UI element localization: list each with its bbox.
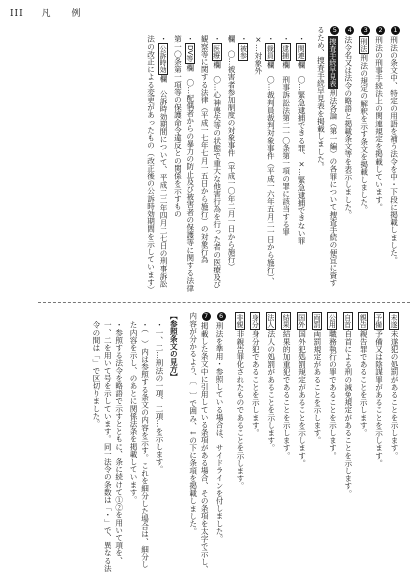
legend-item: [264, 312, 276, 574]
reference-text: （ ）内は参照する条文の内容を示す。これを細分した場合は、細分した内容を示し、のあとに関係法条を掲載しています。: [129, 321, 150, 569]
list-tag: 逮捕: [281, 44, 290, 59]
note-4-text: 法令名又は法令の略語と掲載条文等を表示しました。: [343, 36, 353, 219]
list-tag: 関連: [297, 44, 306, 59]
legend-tag: 両罰: [312, 314, 321, 328]
list-tag: 被参: [239, 44, 248, 59]
number-badge-5: 5: [330, 26, 339, 35]
section-divider: [38, 302, 410, 303]
note-6-text: 刑法を準用・参照している場合は、サイドラインを付しました。: [215, 322, 225, 543]
legend-tag: 予備: [374, 314, 383, 328]
section-title-reference: 【参照条文の見方】: [169, 312, 179, 381]
note-5-text: 刑法各論（第一編）の各罪について捜査手続の便宜に資するため、捜査手続早見表を掲載しました。: [316, 26, 338, 287]
list-tag: 裁員: [266, 44, 275, 59]
list-item: ・公訴時効欄 公訴時効期間について、平成二二年四月二七日の刑事訴訟法の改正による変更があったもの（改正後の公訴時効期間を示しています）: [146, 35, 168, 294]
list-item: ・逮捕欄 刑事訴訟法第二一〇条第一項の罪に該当する罪: [281, 35, 291, 236]
bottom-section: [12, 312, 400, 574]
list-text: 欄 刑事訴訟法第二一〇条第一項の罪に該当する罪: [281, 60, 291, 236]
legend-tag: 自首: [343, 314, 352, 328]
legend-text: 予備又は陰謀罪があることを示します。: [374, 330, 384, 467]
legend-tag: 公用: [328, 314, 337, 328]
legend-tag: 結果: [282, 314, 291, 328]
legend-item: [280, 312, 292, 574]
legend-text: 自首による刑の減免規定があることを示します。: [343, 330, 353, 498]
reference-text: 参照する法令を略語で示すとともに、条に続けて①②を用いて項を、一、二を用いて号を示しています。同一法令の条数は「・」で、異なる法令の間は「」で区切りました。: [91, 321, 124, 572]
reference-item: ・参照する法令を略語で示すとともに、条に続けて①②を用いて項を、一、二を用いて号を示しています。同一法令の条数は「・」で、異なる法令の間は「」で区切りました。: [91, 321, 124, 572]
legend-text: 両罰規定があることを示します。: [312, 330, 322, 444]
legend-tag: 親告: [359, 314, 368, 328]
legend-item: [357, 312, 369, 574]
note-3-text: 刑法の規定の解釈を示す条文を掲載しました。: [359, 54, 369, 214]
reference-item: ・（ ）内は参照する条文の内容を示す。これを細分した場合は、細分した内容を示し、のあとに関係法条を掲載しています。: [129, 321, 150, 569]
tag-keiho: 刑法: [359, 38, 368, 52]
note-4: [342, 26, 354, 294]
list-tag: DV等: [185, 44, 194, 62]
list-text: 欄 〇…緊急逮捕できる罪、×…緊急逮捕できない罪: [297, 60, 307, 245]
tag-sousa-hayamihyo: 捜査手続早見表: [328, 38, 337, 87]
note-3: [357, 26, 370, 294]
legend-text: 親告罪であることを示します。: [359, 330, 369, 437]
page-header: [10, 6, 101, 19]
legend-item: [311, 312, 323, 574]
legend-text: 非親告罪化されたものであることを示します。: [235, 330, 245, 490]
list-text: 欄 〇…裁判員裁判対象事件（平成一六年五月二一日から施行）、×…対象外: [253, 35, 276, 285]
note-1: [388, 26, 400, 294]
legend-item: [388, 312, 400, 574]
legend-text: 結果的加重犯であることを示します。: [282, 330, 292, 460]
top-section: [12, 26, 400, 294]
note-2: [373, 26, 385, 294]
note-6: [214, 312, 226, 574]
legend-tag: 国外: [297, 314, 306, 328]
legend-text: 法人の処罰があることを示します。: [266, 330, 276, 452]
number-badge-2: 2: [376, 26, 385, 35]
legend-tag: 身分: [251, 314, 260, 328]
number-badge-1: 1: [391, 26, 400, 35]
legend-item: [234, 312, 246, 574]
list-tag: 医療: [212, 44, 221, 59]
page-title: 凡 例: [41, 9, 87, 19]
list-text: 欄 〇…被害者参加制度の対象事件（平成一〇年二月一日から施行）: [227, 35, 237, 271]
note-7: [187, 312, 210, 574]
number-badge-7: 7: [202, 312, 211, 321]
number-badge-3: 3: [361, 26, 370, 35]
legend-item: [372, 312, 384, 574]
list-item: ・DV等欄 〇…配偶者からの暴力の防止及び被害者の保護等に関する法律第一〇条第一項等の保護命令違反との関係を示すもの: [173, 35, 195, 292]
list-item: ・関連欄 〇…緊急逮捕できる罪、×…緊急逮捕できない罪: [297, 35, 307, 245]
list-item: ・被参欄 〇…被害者参加制度の対象事件（平成一〇年二月一日から施行）: [227, 35, 249, 271]
reference-text: 一、二…刑法の一項、二項…を示します。: [154, 328, 164, 473]
note-5: [315, 26, 339, 294]
list-text: 欄 〇…心神喪失等の状態で重大な他害行為を行った者の医療及び観察等に関する法律（平成一七年七月一五日から施行）の対象行為: [200, 35, 222, 289]
note-7-text: 掲載した条文中に引用している条項がある場合、その条項を太字で示し、内容が分かるよう、〔 〕で囲み、↓の下に条項を掲載しました。: [188, 312, 210, 573]
list-text: 欄 〇…配偶者からの暴力の防止及び被害者の保護等に関する法律第一〇条第一項等の保護命令違反との関係を示すもの: [173, 35, 195, 292]
legend-item: [295, 312, 307, 574]
note-1-text: 刑法の条文中、特定の用語を補う法令を中・下段に掲載しました。: [389, 36, 399, 264]
legend-text: 国外犯処罰規定があることを示します。: [297, 330, 307, 467]
legend-tag: 法人: [266, 314, 275, 328]
legend-text: 身分犯であることを示します。: [251, 330, 261, 437]
reference-item: ・一、二…刑法の一項、二項…を示します。: [154, 321, 164, 473]
legend-item: [249, 312, 261, 574]
list-item: ・医療欄 〇…心神喪失等の状態で重大な他害行為を行った者の医療及び観察等に関する法律（平成一七年七月一五日から施行）の対象行為: [200, 35, 222, 289]
number-badge-4: 4: [345, 26, 354, 35]
list-text: 欄 公訴時効期間について、平成二二年四月二七日の刑事訴訟法の改正による変更があったもの（改正後の公訴時効期間を示しています）: [146, 35, 168, 294]
legend-text: 未遂犯の処罰があることを示します。: [390, 330, 399, 460]
note-2-text: 刑法の刑事手続法上の関連規定を掲載しています。: [374, 36, 384, 211]
legend-item: [341, 312, 353, 574]
number-badge-6: 6: [217, 312, 226, 321]
page-number: III: [10, 9, 24, 19]
legend-tag: 未遂: [390, 314, 398, 328]
legend-item: [326, 312, 338, 574]
legend-tag: 非親: [235, 314, 244, 328]
legend-text: 職務執行の罪であることを示します。: [328, 330, 338, 460]
list-tag: 公訴時効: [159, 44, 167, 73]
list-item: ・裁員欄 〇…裁判員裁判対象事件（平成一六年五月二一日から施行）、×…対象外: [253, 35, 276, 285]
